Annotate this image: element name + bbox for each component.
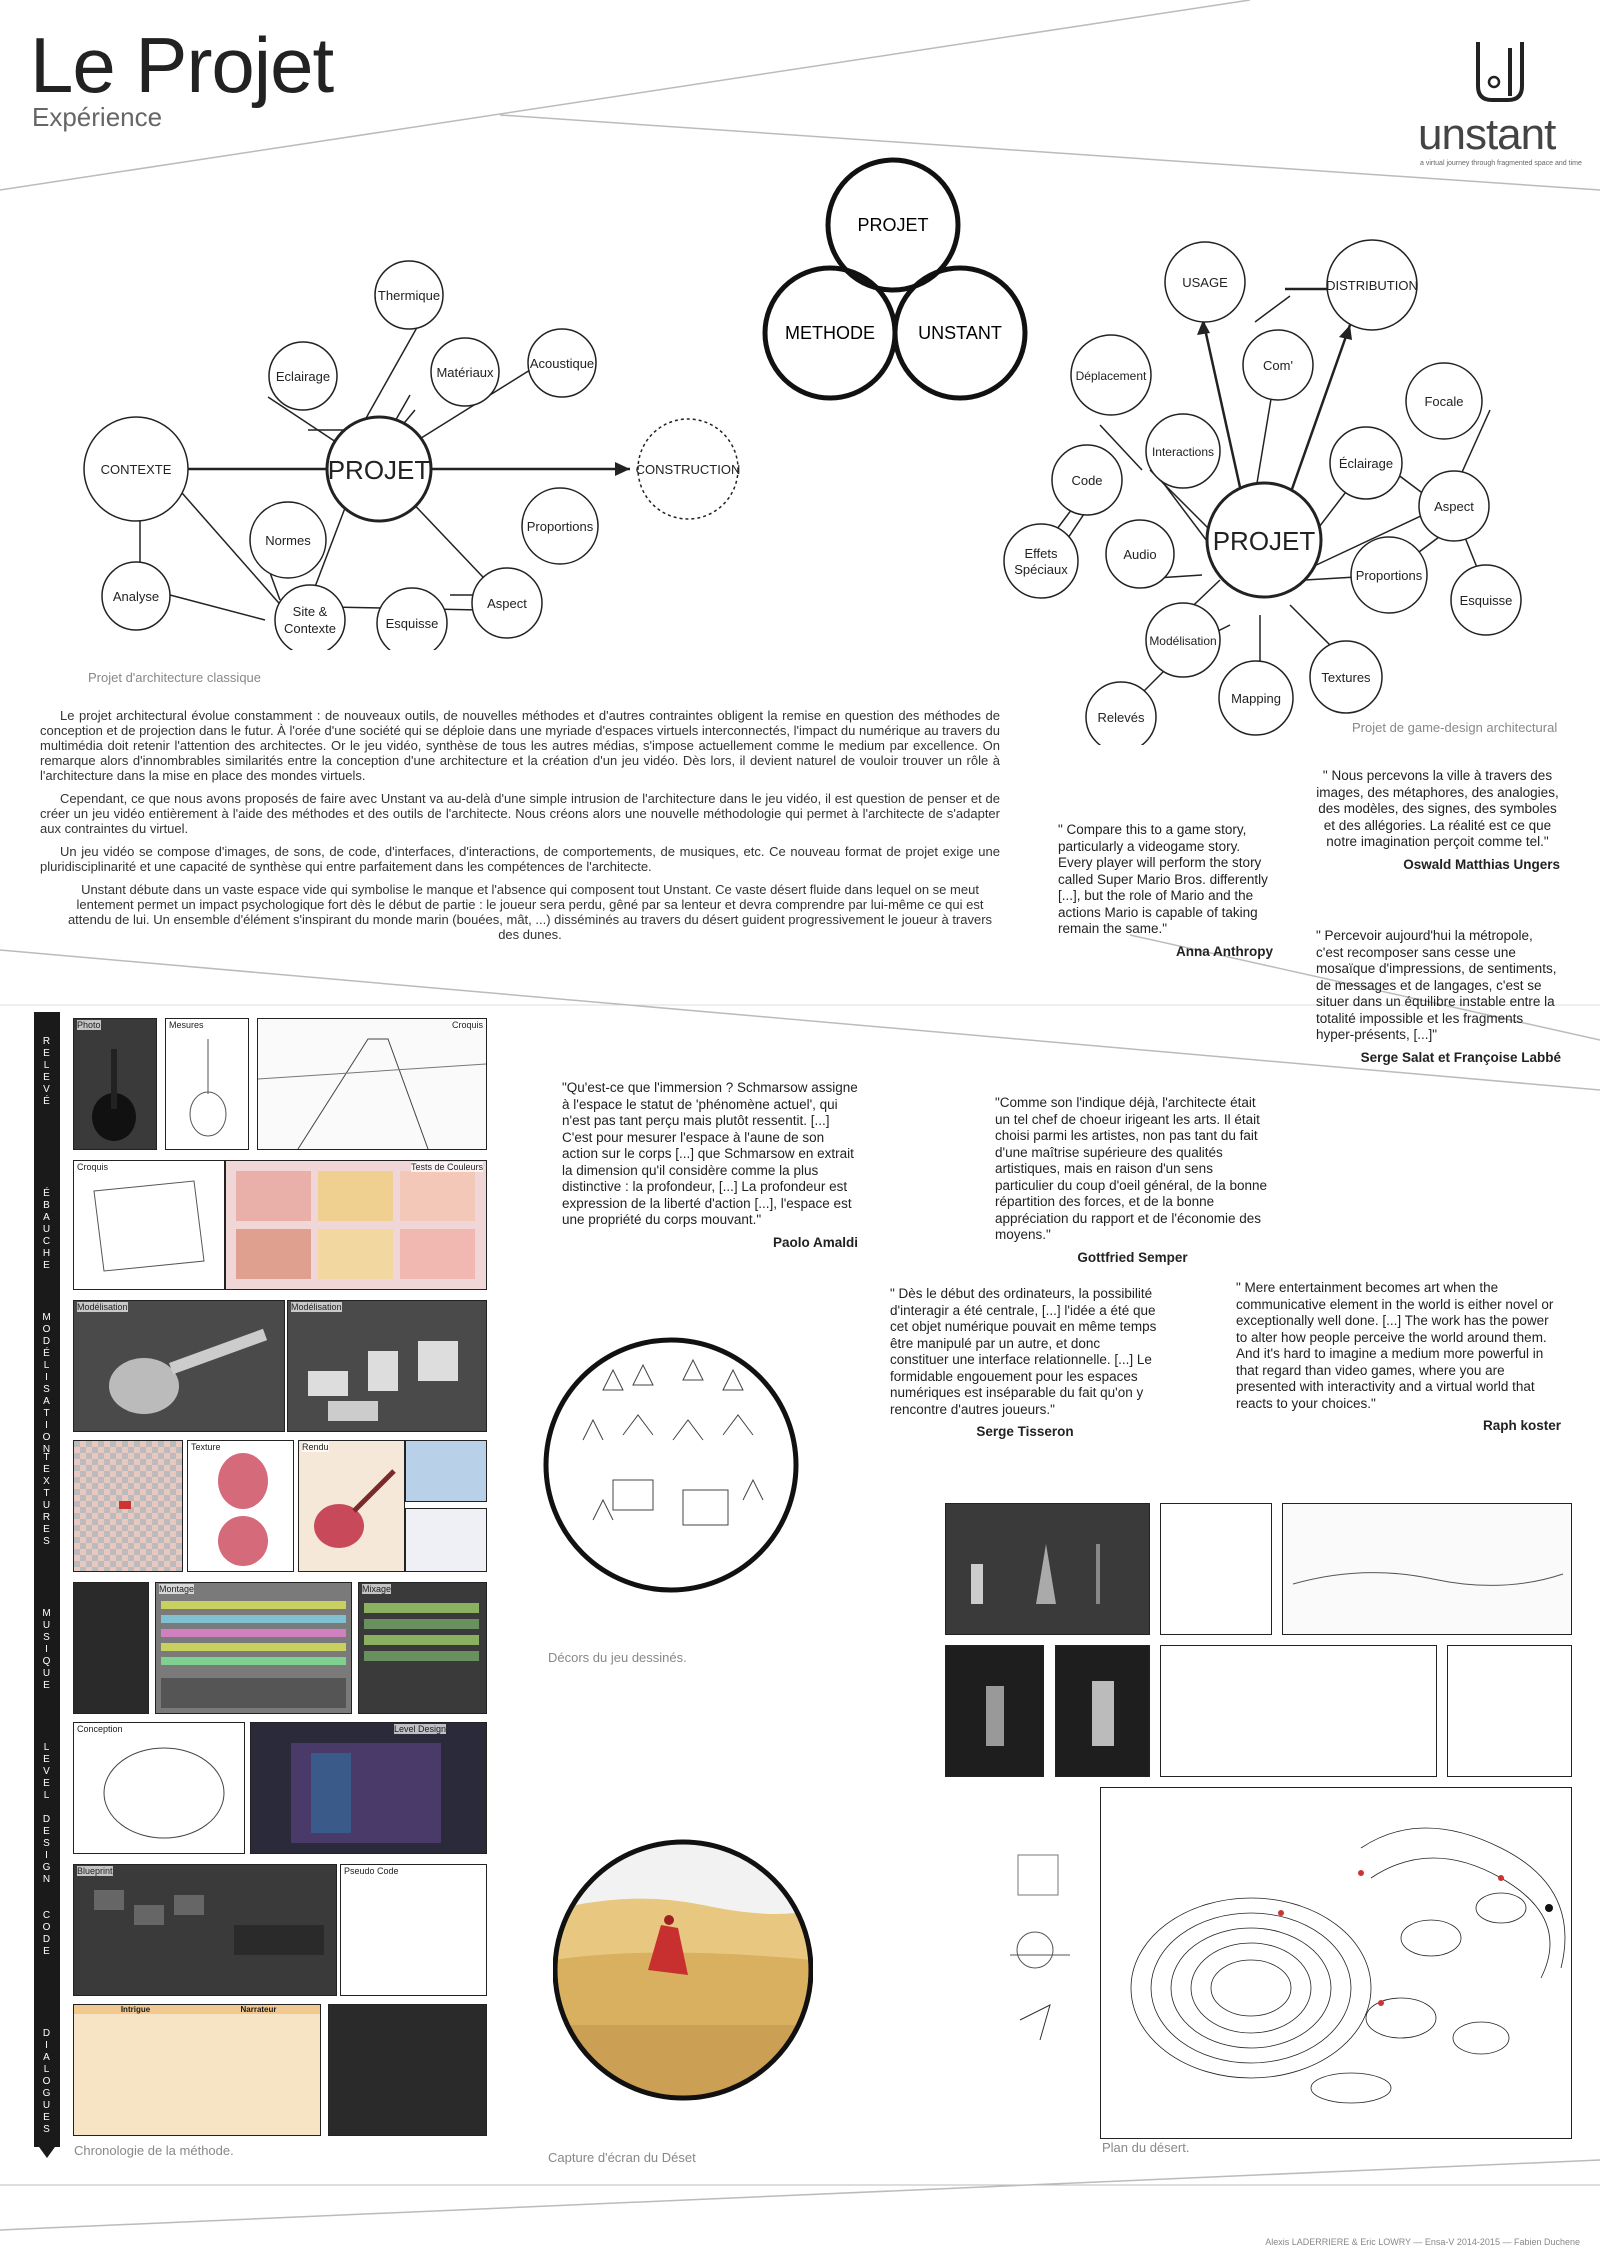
small-sketches: [1010, 1850, 1080, 2070]
stage-code: C O D E: [42, 1910, 52, 1957]
quote-koster: [1236, 1280, 1561, 1435]
node-releves: Relevés: [1097, 710, 1145, 725]
node-projet-center-r: PROJET: [1212, 526, 1316, 556]
panel-texture: Texture: [187, 1440, 294, 1572]
stage-textures: T E X T U R E S: [42, 1452, 52, 1547]
decors-sketch-circle: [543, 1330, 803, 1630]
intro-paragraph-2: Cependant, ce que nous avons proposés de faire avec Unstant va au-delà d'une simple intrusion de l'architecture dans le jeu vidéo, il est question de penser et de créer un jeu vidéo entièrement à l'aide des méthodes et des outils de l'architecte. Nous créons alors une nouvelle méthodologie qui permet à l'architecte de s'adapter aux contraintes du virtuel.: [40, 791, 1000, 836]
logo-tagline: a virtual journey through fragmented space and time: [1420, 160, 1582, 167]
intro-paragraph-3: Un jeu vidéo se compose d'images, de sons, de code, d'interfaces, d'interactions, de comportements, de musiques, etc. Ce nouveau format de projet exige une pluridisciplinarité et une capacité de synthèse qui entre parfaitement dans les compétences de l'architecte.: [40, 844, 1000, 874]
stage-ebauche: É B A U C H E: [42, 1188, 52, 1271]
node-contexte: CONTEXTE: [100, 462, 172, 477]
panel-tests-couleurs: Tests de Couleurs: [225, 1160, 487, 1290]
node-interactions: Interactions: [1151, 445, 1215, 459]
caption-decors: Décors du jeu dessinés.: [548, 1650, 687, 1665]
caption-capture: Capture d'écran du Déset: [548, 2150, 696, 2165]
panel-modelisation: Modélisation: [73, 1300, 285, 1432]
caption-plan: Plan du désert.: [1102, 2140, 1190, 2155]
panel-rendu: Rendu: [298, 1440, 405, 1572]
venn-methode: METHODE: [785, 323, 875, 343]
quote-text: " Nous percevons la ville à travers des images, des métaphores, des analogies, des modèles, des signes, des symboles et des allégories. La réalité est ce que notre imagination perçoit comme tel.": [1316, 768, 1559, 849]
quote-text: "Comme son l'indique déjà, l'architecte était un tel chef de choeur irigeant les arts. Il était choisi parmi les artistes, non pas tant du fait d'une maîtrise supérieure des qualités artistiques, mais en raison d'un sens particulier du coup d'oeil général, de la bonne répartition des forces, et de la bonne appréciation du rapport et de l'économie des moyens.": [995, 1095, 1268, 1242]
node-com: Com': [1263, 358, 1293, 373]
quote-text: " Dès le début des ordinateurs, la possibilité d'interagir a été centrale, [...] l'idée a été que cet objet numérique pouvait en même temps être manipulé par un autre, et donc constituer une interface relationnelle. [...] Le formidable engouement pour les espaces numériques est inséparable du fait qu'on y rencontre d'autres joueurs.": [890, 1286, 1157, 1417]
node-site-line1: Site &: [292, 604, 328, 619]
quote-semper: [995, 1095, 1270, 1266]
intro-paragraph-4: Unstant débute dans un vaste espace vide qui symbolise le manque et l'absence qui composent tout Unstant. Ce vaste désert fluide dans lequel on se meut lentement permet un impact psychologique fort dès le début de partie : le joueur sera perdu, gêné par sa lenteur et devra comprendre par lui-même ce qui est attendu de lui. Un ensemble d'élément s'inspirant du monde marin (bouées, mât, ...) disséminés au travers du désert guident progressivement le joueur à travers des dunes.: [67, 882, 993, 942]
panel-blueprint: Blueprint: [73, 1864, 337, 1996]
quote-text: " Compare this to a game story, particularly a videogame story. Every player will perform the story called Super Mario Bros. differently [...], but the role of Mario and the actions Mario is capable of taking remain the same.": [1058, 822, 1268, 936]
quote-author: Oswald Matthias Ungers: [1403, 856, 1560, 872]
panel-croquis-2: Croquis: [73, 1160, 225, 1290]
quote-anthropy: [1058, 822, 1273, 960]
node-aspect: Aspect: [487, 596, 527, 611]
node-construction: CONSTRUCTION: [635, 462, 741, 477]
panel-pseudo-code: Pseudo Code: [340, 1864, 487, 1996]
panel-mesures: Mesures: [165, 1018, 249, 1150]
caption-classic: Projet d'architecture classique: [88, 670, 262, 685]
node-deplacement: Déplacement: [1075, 369, 1147, 383]
panel-croquis: Croquis: [257, 1018, 487, 1150]
caption-game-design: Projet de game-design architectural: [1352, 720, 1558, 735]
venn-projet: PROJET: [857, 215, 929, 235]
photo-sketch-1: [1160, 1503, 1272, 1635]
panel-dialogues: [73, 2004, 321, 2136]
quote-author: Paolo Amaldi: [772, 1234, 858, 1250]
quote-author: Serge Salat et Françoise Labbé: [1360, 1049, 1561, 1065]
panel-texture-water: [405, 1440, 487, 1502]
photo-sketch-2: [1282, 1503, 1572, 1635]
caption-timeline: Chronologie de la méthode.: [74, 2143, 234, 2158]
photo-buoys-render: [945, 1503, 1150, 1635]
stage-dialogues: D I A L O G U E S: [42, 2028, 52, 2135]
node-eclairage: Eclairage: [275, 369, 331, 384]
quote-text: " Mere entertainment becomes art when the communicative element in the world is either novel or exceptionally well done. [...] The work has the power to alter how people perceive the world around them. And it's hard to imagine a medium more powerful in that regard than video games, where you are presented with interactivity and a virtual world that reacts to your choices.": [1236, 1280, 1554, 1411]
node-normes: Normes: [265, 533, 311, 548]
intro-text: [40, 708, 1000, 942]
panel-piano-photo: [73, 1582, 149, 1714]
quote-tisseron: [890, 1286, 1160, 1441]
quote-salat: [1316, 928, 1561, 1066]
method-timeline: [34, 1012, 60, 2147]
stage-releve: R E L E V É: [42, 1036, 52, 1107]
node-modelisation: Modélisation: [1149, 634, 1217, 648]
desert-capture-circle: [553, 1760, 813, 2150]
quote-author: Gottfried Semper: [1077, 1249, 1188, 1265]
timeline-arrow-tip: [34, 2140, 60, 2160]
page-title: Le Projet: [30, 21, 334, 109]
panel-montage: Montage: [155, 1582, 352, 1714]
dialogue-header-intrigue: Intrigue: [120, 2005, 151, 2014]
node-usage: USAGE: [1182, 275, 1228, 290]
quote-author: Raph koster: [1482, 1418, 1561, 1433]
panel-modelisation-2: Modélisation: [287, 1300, 487, 1432]
panel-photo: Photo: [73, 1018, 157, 1150]
node-effets-line1: Effets: [1024, 546, 1058, 561]
node-analyse: Analyse: [112, 589, 160, 604]
quote-text: " Percevoir aujourd'hui la métropole, c'est recomposer sans cesse une mosaïque d'impressions, de sentiments, de messages et de langages, c'est se situer dans un équilibre instable entre la totalité impossible et les fragments hyper-présents, [...]": [1316, 928, 1557, 1042]
panel-texture-pattern: [405, 1508, 487, 1572]
panel-level-design: Level Design: [250, 1722, 487, 1854]
stage-level-design: L E V E L D E S I G N: [42, 1742, 52, 1885]
quote-author: Serge Tisseron: [976, 1424, 1074, 1439]
game-design-diagram: [990, 225, 1590, 745]
node-mapping: Mapping: [1231, 691, 1281, 706]
node-esquisse: Esquisse: [385, 616, 439, 631]
node-distribution: DISTRIBUTION: [1326, 278, 1418, 293]
desert-plan: [1100, 1787, 1572, 2139]
node-aspect-r: Aspect: [1434, 499, 1474, 514]
photo-buoy-1: [945, 1645, 1044, 1777]
photo-sketch-4: [1447, 1645, 1572, 1777]
logo-word: unstant: [1418, 110, 1556, 159]
node-audio: Audio: [1123, 547, 1157, 562]
intro-paragraph-1: Le projet architectural évolue constamment : de nouveaux outils, de nouvelles méthodes et d'autres contraintes obligent la remise en question des méthodes de conception et de projection dans le futur. À l'orée d'une société qui se déploie dans une myriade d'espaces virtuels interconnectés, l'impact du numérique au travers du multimédia doit retenir l'attention des architectes. Or le jeu vidéo, synthèse de tous les autres médias, s'impose actuellement comme le medium par excellence. On remarque alors d'innombrables similarités entre la conception d'une architecture et la création d'un jeu vidéo. Dès lors, il devient naturel de vouloir trouver un rôle à l'architecture dans la mise en place des mondes virtuels.: [40, 708, 1000, 783]
node-eclairage-r: Éclairage: [1338, 456, 1394, 471]
node-textures: Textures: [1321, 670, 1371, 685]
classic-project-diagram: [60, 250, 760, 650]
quote-amaldi: [562, 1080, 858, 1251]
panel-dialogue-photo: [328, 2004, 487, 2136]
quote-ungers: [1315, 768, 1560, 873]
node-site-line2: Contexte: [283, 621, 337, 636]
panel-conception: Conception: [73, 1722, 245, 1854]
page-subtitle: Expérience: [32, 102, 163, 132]
node-acoustique: Acoustique: [529, 356, 595, 371]
stage-musique: M U S I Q U E: [42, 1608, 52, 1691]
dialogue-header-narrateur: Narrateur: [240, 2005, 277, 2014]
panel-mixage: Mixage: [358, 1582, 487, 1714]
node-proportions: Proportions: [526, 519, 594, 534]
node-projet-center: PROJET: [327, 455, 431, 485]
node-code: Code: [1071, 473, 1103, 488]
photo-buoy-2: [1055, 1645, 1150, 1777]
venn-unstant: UNSTANT: [918, 323, 1002, 343]
stage-modelisation: M O D É L I S A T I O N: [42, 1312, 52, 1455]
photo-sketch-3: [1160, 1645, 1437, 1777]
node-materiaux: Matériaux: [436, 365, 494, 380]
node-effets-line2: Spéciaux: [1014, 562, 1068, 577]
quote-author: Anna Anthropy: [1176, 943, 1273, 959]
panel-texture-grid: [73, 1440, 183, 1572]
footer-credits: Alexis LADERRIERE & Eric LOWRY — Ensa-V 2014-2015 — Fabien Duchene: [1265, 2237, 1580, 2247]
node-proportions-r: Proportions: [1355, 568, 1423, 583]
quote-text: "Qu'est-ce que l'immersion ? Schmarsow assigne à l'espace le statut de 'phénomène actuel', qui n'est pas tant perçu mais plutôt ressentit. [...] C'est pour mesurer l'espace à l'aune de son action sur le corps [...] que Schmarsow en extrait la dimension qu'il considère comme la plus distinctive : la profondeur, [...] La profondeur est expression de la liberté d'action [...], l'espace est une propriété du corps mouvant.": [562, 1080, 858, 1227]
node-focale: Focale: [1424, 394, 1464, 409]
node-thermique: Thermique: [377, 288, 441, 303]
node-esquisse-r: Esquisse: [1459, 593, 1513, 608]
logo-mark: [1470, 38, 1530, 108]
